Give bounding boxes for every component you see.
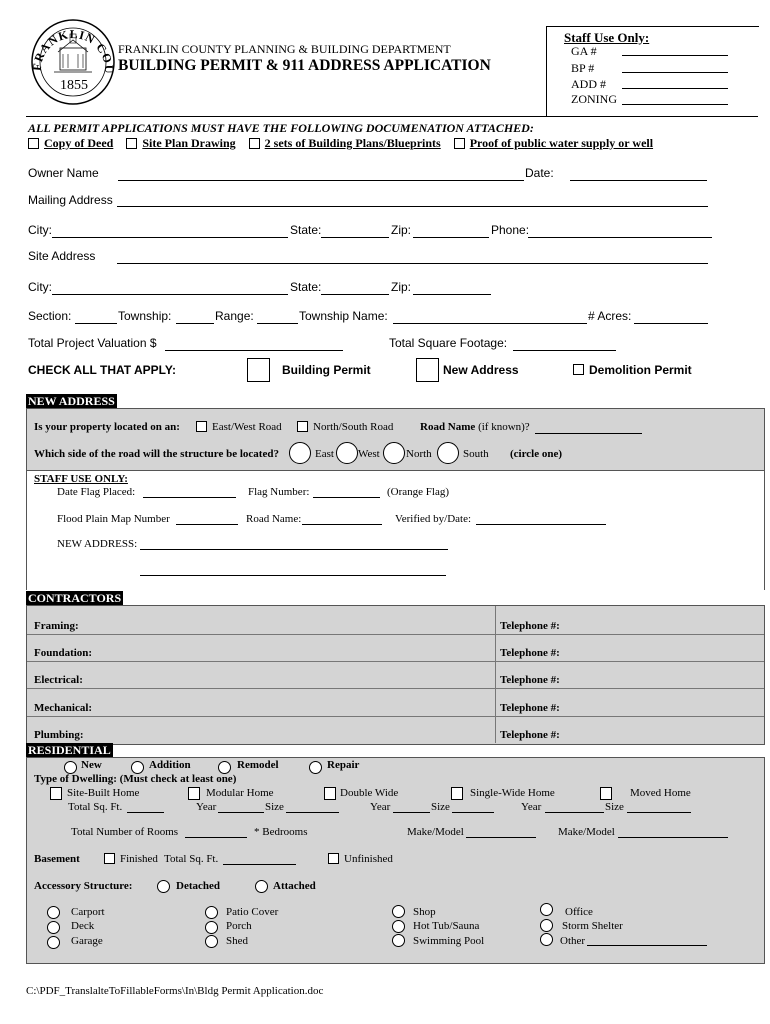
south-label: South: [463, 448, 489, 460]
seal-year: 1855: [60, 78, 88, 93]
garage-radio[interactable]: [47, 936, 60, 949]
flag-number-field[interactable]: [313, 497, 380, 498]
site-built-sqft-label: Total Sq. Ft.: [68, 801, 123, 813]
road-name-label: [420, 421, 530, 433]
accessory-label: Accessory Structure:: [34, 880, 133, 892]
double-wide-label: Double Wide: [340, 787, 399, 799]
orange-flag-label: (Orange Flag): [387, 486, 450, 498]
new-address-header: NEW ADDRESS: [28, 394, 115, 408]
modular-label: Modular Home: [206, 787, 274, 799]
carport-label: Carport: [71, 906, 105, 918]
patio-cover-radio[interactable]: [205, 906, 218, 919]
make-model-field-2[interactable]: [618, 837, 728, 838]
demolition-option[interactable]: [573, 363, 692, 377]
svg-text:FRANKLIN COUNTY: FRANKLIN COU: [30, 26, 116, 75]
department-name: FRANKLIN COUNTY PLANNING & BUILDING DEPARTMENT: [118, 42, 451, 56]
storm-shelter-radio[interactable]: [540, 919, 553, 932]
unfinished-option[interactable]: [328, 853, 393, 865]
dwelling-type-label: Type of Dwelling: (Must check at least one): [34, 773, 237, 785]
deck-label: Deck: [71, 920, 95, 932]
sqft-field[interactable]: [513, 350, 616, 351]
shop-radio[interactable]: [392, 905, 405, 918]
shop-label: Shop: [413, 906, 436, 918]
staff-use-box: [546, 26, 759, 117]
doc-deed[interactable]: [28, 136, 113, 150]
doc-blueprints-label: 2 sets of Building Plans/Blueprints: [264, 136, 441, 150]
electrical-label: Electrical:: [34, 674, 83, 686]
ns-road-checkbox[interactable]: [297, 421, 308, 432]
flood-plain-label: Flood Plain Map Number: [57, 513, 170, 525]
staff-road-name-label: Road Name:: [246, 513, 302, 525]
flood-plain-field[interactable]: [176, 524, 238, 525]
other-field[interactable]: [587, 945, 707, 946]
basement-sqft-field[interactable]: [223, 864, 296, 865]
file-path-footer: C:\PDF_TranslalteToFillableForms\In\Bldg Permit Application.doc: [26, 985, 324, 997]
office-label: Office: [565, 906, 593, 918]
plumbing-label: Plumbing:: [34, 729, 84, 741]
new-address-field-2[interactable]: [140, 575, 446, 576]
acres-label: # Acres:: [588, 309, 632, 323]
west-circle[interactable]: [336, 442, 358, 464]
staff-use-only-label: STAFF USE ONLY:: [34, 473, 128, 485]
doc-blueprints[interactable]: [249, 136, 441, 150]
single-wide-label: Single-Wide Home: [470, 787, 555, 799]
ns-road-label: North/South Road: [313, 421, 394, 433]
make-model-label-1: Make/Model: [407, 826, 464, 838]
sqft-label: Total Square Footage:: [389, 336, 508, 350]
ga-label: GA #: [571, 44, 597, 58]
demolition-label: Demolition Permit: [589, 363, 692, 377]
township-label: Township:: [118, 309, 172, 323]
site-address-field[interactable]: [117, 263, 708, 264]
doc-water[interactable]: [454, 136, 653, 150]
site-city-field[interactable]: [52, 294, 288, 295]
new-label: New: [81, 759, 102, 771]
electrical-telephone-label: Telephone #:: [500, 674, 560, 686]
contractors-row-divider: [27, 661, 764, 662]
addition-label: Addition: [149, 759, 191, 771]
other-radio[interactable]: [540, 933, 553, 946]
state-field[interactable]: [321, 237, 389, 238]
mechanical-label: Mechanical:: [34, 702, 93, 714]
contractors-header: CONTRACTORS: [28, 591, 122, 605]
bedrooms-label: * Bedrooms: [254, 826, 308, 838]
double-wide-size-label: Size: [431, 801, 450, 813]
west-label: West: [358, 448, 380, 460]
single-wide-size-label: Size: [605, 801, 624, 813]
hot-tub-radio[interactable]: [392, 920, 405, 933]
swimming-pool-radio[interactable]: [392, 934, 405, 947]
swimming-pool-label: Swimming Pool: [413, 935, 485, 947]
mailing-address-label: Mailing Address: [28, 193, 113, 207]
doc-site-plan-label: Site Plan Drawing: [142, 136, 236, 150]
doc-site-plan[interactable]: [126, 136, 235, 150]
phone-field[interactable]: [528, 237, 712, 238]
section-label: Section:: [28, 309, 72, 323]
detached-label: Detached: [176, 880, 220, 892]
which-side-label: Which side of the road will the structure be located?: [34, 448, 279, 460]
new-address-staff-label: NEW ADDRESS:: [57, 538, 138, 550]
single-wide-size-field[interactable]: [627, 812, 691, 813]
required-docs-list: [28, 136, 653, 151]
site-address-label: Site Address: [28, 249, 96, 263]
unfinished-checkbox[interactable]: [328, 853, 339, 864]
form-title: BUILDING PERMIT & 911 ADDRESS APPLICATION: [118, 57, 491, 74]
range-field[interactable]: [257, 323, 298, 324]
contractors-panel: [26, 605, 765, 745]
contractors-col-divider: [495, 606, 496, 743]
site-built-sqft-field[interactable]: [127, 812, 164, 813]
basement-sqft-label: Total Sq. Ft.: [164, 853, 219, 865]
make-model-field-1[interactable]: [466, 837, 536, 838]
single-wide-year-label: Year: [521, 801, 542, 813]
verified-label: Verified by/Date:: [395, 513, 472, 525]
owner-name-field[interactable]: [118, 180, 524, 181]
rooms-label: Total Number of Rooms: [71, 826, 179, 838]
township-name-field[interactable]: [393, 323, 587, 324]
mechanical-telephone-label: Telephone #:: [500, 702, 560, 714]
moved-home-checkbox[interactable]: [600, 787, 612, 800]
double-wide-year-field[interactable]: [393, 812, 430, 813]
township-name-label: Township Name:: [299, 309, 388, 323]
bp-field[interactable]: [622, 72, 728, 73]
circle-one-label: (circle one): [510, 448, 563, 460]
header-rule: [26, 116, 758, 117]
city-label: City:: [28, 223, 52, 237]
required-docs-heading: ALL PERMIT APPLICATIONS MUST HAVE THE FOLLOWING DOCUMENATION ATTACHED:: [28, 121, 534, 135]
zip-label: Zip:: [391, 223, 412, 237]
zoning-field[interactable]: [622, 104, 728, 105]
double-wide-checkbox[interactable]: [324, 787, 336, 800]
shed-radio[interactable]: [205, 935, 218, 948]
single-wide-checkbox[interactable]: [451, 787, 463, 800]
owner-name-label: Owner Name: [28, 166, 99, 180]
make-model-label-2: Make/Model: [558, 826, 615, 838]
other-label: Other: [560, 935, 586, 947]
valuation-label: Total Project Valuation $: [28, 336, 157, 350]
modular-year-label: Year: [196, 801, 217, 813]
phone-label: Phone:: [491, 223, 530, 237]
office-radio[interactable]: [540, 903, 553, 916]
plumbing-telephone-label: Telephone #:: [500, 729, 560, 741]
modular-size-label: Size: [265, 801, 284, 813]
county-seal: [30, 18, 116, 106]
staff-use-heading: Staff Use Only:: [564, 30, 650, 45]
repair-radio[interactable]: [309, 761, 322, 774]
finished-label: Finished: [120, 853, 158, 865]
site-built-checkbox[interactable]: [50, 787, 62, 800]
finished-option[interactable]: [104, 853, 158, 865]
ew-road-checkbox[interactable]: [196, 421, 207, 432]
township-field[interactable]: [176, 323, 214, 324]
new-address-field-1[interactable]: [140, 549, 448, 550]
mailing-address-field[interactable]: [117, 206, 708, 207]
residential-header: RESIDENTIAL: [28, 743, 111, 757]
range-label: Range:: [215, 309, 254, 323]
hot-tub-label: Hot Tub/Sauna: [413, 920, 480, 932]
check-all-label: CHECK ALL THAT APPLY:: [28, 363, 177, 377]
ns-road-option[interactable]: [297, 421, 393, 433]
contractors-row-divider: [27, 634, 764, 635]
east-circle[interactable]: [289, 442, 311, 464]
contractors-row-divider: [27, 716, 764, 717]
located-label: Is your property located on an:: [34, 421, 180, 433]
new-address-checkbox[interactable]: [416, 358, 439, 382]
rooms-field[interactable]: [185, 837, 247, 838]
site-state-field[interactable]: [321, 294, 389, 295]
double-wide-size-field[interactable]: [452, 812, 494, 813]
acres-field[interactable]: [634, 323, 708, 324]
site-zip-label: Zip:: [391, 280, 412, 294]
state-label: State:: [290, 223, 322, 237]
site-state-label: State:: [290, 280, 322, 294]
remodel-label: Remodel: [237, 759, 279, 771]
single-wide-year-field[interactable]: [545, 812, 604, 813]
north-circle[interactable]: [383, 442, 405, 464]
ew-road-label: East/West Road: [212, 421, 282, 433]
moved-home-label: Moved Home: [630, 787, 691, 799]
deed-checkbox[interactable]: [28, 138, 39, 149]
city-field[interactable]: [52, 237, 288, 238]
modular-size-field[interactable]: [286, 812, 339, 813]
building-permit-label: Building Permit: [282, 363, 371, 377]
attached-label: Attached: [273, 880, 316, 892]
doc-deed-label: Copy of Deed: [44, 136, 114, 150]
flag-number-label: Flag Number:: [248, 486, 310, 498]
unfinished-label: Unfinished: [344, 853, 393, 865]
road-name-bold: Road Name: [420, 421, 476, 433]
road-name-field[interactable]: [535, 433, 642, 434]
framing-telephone-label: Telephone #:: [500, 620, 560, 632]
south-circle[interactable]: [437, 442, 459, 464]
zoning-label: ZONING: [571, 92, 617, 106]
repair-label: Repair: [327, 759, 360, 771]
date-field[interactable]: [570, 180, 707, 181]
zip-field[interactable]: [413, 237, 489, 238]
north-label: North: [406, 448, 432, 460]
blueprints-checkbox[interactable]: [249, 138, 260, 149]
site-city-label: City:: [28, 280, 52, 294]
shed-label: Shed: [226, 935, 248, 947]
site-built-label: Site-Built Home: [67, 787, 140, 799]
ga-field[interactable]: [622, 55, 728, 56]
patio-cover-label: Patio Cover: [226, 906, 279, 918]
porch-radio[interactable]: [205, 921, 218, 934]
site-plan-checkbox[interactable]: [126, 138, 137, 149]
bp-label: BP #: [571, 61, 595, 75]
date-flag-label: Date Flag Placed:: [57, 486, 136, 498]
water-checkbox[interactable]: [454, 138, 465, 149]
carport-radio[interactable]: [47, 906, 60, 919]
staff-road-name-field[interactable]: [302, 524, 382, 525]
foundation-telephone-label: Telephone #:: [500, 647, 560, 659]
demolition-checkbox[interactable]: [573, 364, 584, 375]
framing-label: Framing:: [34, 620, 79, 632]
modular-checkbox[interactable]: [188, 787, 200, 800]
doc-water-label: Proof of public water supply or well: [469, 136, 654, 150]
verified-field[interactable]: [476, 524, 606, 525]
modular-year-field[interactable]: [218, 812, 264, 813]
new-address-label: New Address: [443, 363, 519, 377]
ew-road-option[interactable]: [196, 421, 282, 433]
porch-label: Porch: [226, 920, 252, 932]
date-label: Date:: [525, 166, 554, 180]
add-label: ADD #: [571, 77, 606, 91]
building-permit-checkbox[interactable]: [247, 358, 270, 382]
date-flag-field[interactable]: [143, 497, 236, 498]
finished-checkbox[interactable]: [104, 853, 115, 864]
deck-radio[interactable]: [47, 921, 60, 934]
east-label: East: [315, 448, 334, 460]
foundation-label: Foundation:: [34, 647, 93, 659]
site-zip-field[interactable]: [413, 294, 491, 295]
add-field[interactable]: [622, 88, 728, 89]
valuation-field[interactable]: [165, 350, 343, 351]
section-field[interactable]: [75, 323, 117, 324]
contractors-row-divider: [27, 688, 764, 689]
detached-radio[interactable]: [157, 880, 170, 893]
storm-shelter-label: Storm Shelter: [562, 920, 623, 932]
if-known-label: (if known)?: [478, 421, 530, 433]
garage-label: Garage: [71, 935, 103, 947]
attached-radio[interactable]: [255, 880, 268, 893]
basement-label: Basement: [34, 853, 80, 865]
double-wide-year-label: Year: [370, 801, 391, 813]
